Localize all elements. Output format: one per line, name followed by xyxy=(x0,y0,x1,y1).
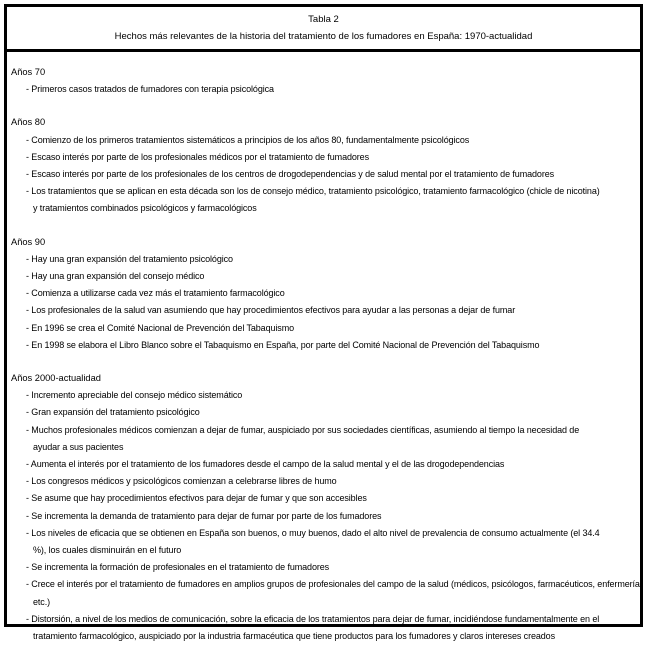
list-item: - Se incrementa la formación de profesionales en el tratamiento de fumadores xyxy=(26,562,330,573)
list-item: - Crece el interés por el tratamiento de fumadores en amplios grupos de profesionales del campo de la salud (médicos, psicólogos, farmacéuticos, enfermería, etc.) xyxy=(26,579,643,607)
section xyxy=(11,370,643,645)
list-item: - Escaso interés por parte de los profesionales médicos por el tratamiento de fumadores xyxy=(26,151,369,162)
list-item: - Los niveles de eficacia que se obtienen en España son buenos, o muy buenos, dado el alto nivel de prevalencia de consumo actualmente (el 34.4 %), los cuales disminuirán en el futuro xyxy=(26,527,600,556)
list-item: - Gran expansión del tratamiento psicológico xyxy=(26,407,200,418)
list-item: - Incremento apreciable del consejo médico sistemático xyxy=(26,390,243,401)
section-title: Años 90 xyxy=(11,236,46,247)
list-item: - Aumenta el interés por el tratamiento de los fumadores desde el campo de la salud mental y el de las drogodependencias xyxy=(26,459,505,469)
table-title: Hechos más relevantes de la historia del tratamiento de los fumadores en España: 1970-actualidad xyxy=(114,31,533,42)
list-item: - Los congresos médicos y psicológicos comienzan a celebrarse libres de humo xyxy=(26,476,337,487)
list-item: - Escaso interés por parte de los profesionales de los centros de drogodependencias y de salud mental por el tratamiento de fumadores xyxy=(26,168,555,179)
section xyxy=(11,234,640,354)
list-item: - Los tratamientos que se aplican en esta década son los de consejo médico, tratamiento psicológico, tratamiento farmacológico (chicle de nicotina) y tratamientos combinados psicológicos y farmacológicos xyxy=(26,186,600,214)
section-title: Años 2000-actualidad xyxy=(11,373,101,383)
section xyxy=(11,64,640,98)
list-item: - Hay una gran expansión del tratamiento psicológico xyxy=(26,253,233,264)
table-frame xyxy=(4,4,643,642)
list-item: - En 1998 se elabora el Libro Blanco sobre el Tabaquismo en España, por parte del Comité Nacional de Prevención del Tabaquismo xyxy=(26,339,540,350)
list-item: - Primeros casos tratados de fumadores con terapia psicológica xyxy=(26,84,274,95)
table-body xyxy=(7,52,643,645)
list-item: - Los profesionales de la salud van asumiendo que hay procedimientos efectivos para ayudar a las personas a dejar de fumar xyxy=(26,305,516,316)
section-title: Años 80 xyxy=(11,117,46,128)
list-item: - Distorsión, a nivel de los medios de comunicación, sobre la eficacia de los tratamientos para dejar de fumar, incidiéndose fundamentalmente en el tratamiento farmacológico, auspiciado por la industria farmacéutica que tiene productos para los fumadores y claros intereses creados xyxy=(26,613,600,642)
list-item: - Hay una gran expansión del consejo médico xyxy=(26,270,205,281)
list-item: - Muchos profesionales médicos comienzan a dejar de fumar, auspiciado por sus sociedades científicas, asumiendo al tiempo la necesidad de ayudar a sus pacientes xyxy=(26,424,580,452)
list-item: - Se incrementa la demanda de tratamiento para dejar de fumar por parte de los fumadores xyxy=(26,510,382,521)
list-item: - Se asume que hay procedimientos efectivos para dejar de fumar y que son accesibles xyxy=(26,493,367,504)
section-title: Años 70 xyxy=(11,67,46,77)
list-item: - Comienzo de los primeros tratamientos sistemáticos a principios de los años 80, fundamentalmente psicológicos xyxy=(26,134,470,145)
table-label: Tabla 2 xyxy=(308,14,339,25)
list-item: - En 1996 se crea el Comité Nacional de Prevención del Tabaquismo xyxy=(26,322,294,333)
list-item: - Comienza a utilizarse cada vez más el tratamiento farmacológico xyxy=(26,288,285,299)
table-header xyxy=(7,7,640,52)
section xyxy=(11,114,640,217)
